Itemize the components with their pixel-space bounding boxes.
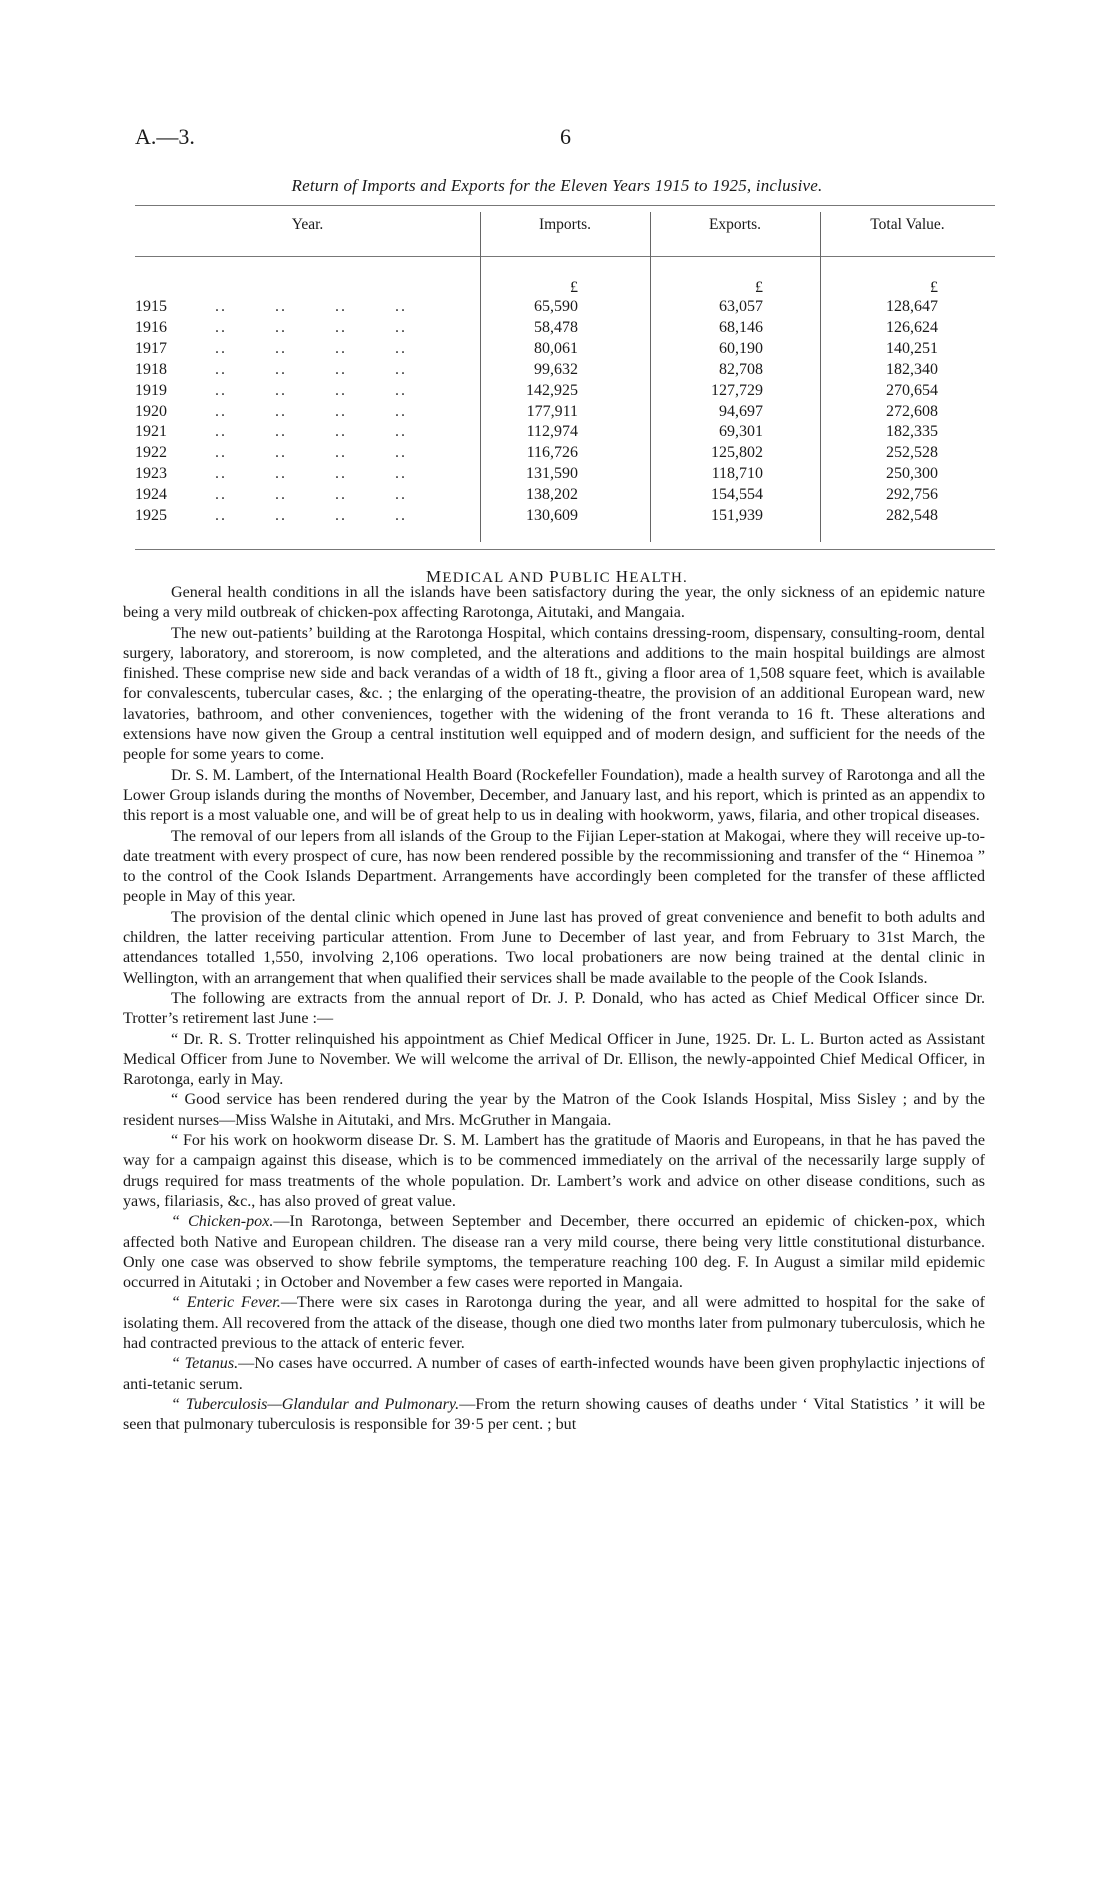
table-row	[0, 444, 1114, 465]
title-initial: H	[615, 567, 630, 586]
exports-cell: 60,190	[719, 339, 763, 357]
column-header-exports: Exports.	[708, 216, 762, 233]
column-header-total: Total Value.	[870, 216, 945, 233]
imports-cell: 58,478	[534, 318, 578, 336]
imports-cell: 142,925	[526, 381, 578, 399]
leader-dots: .. .. .. ..	[215, 465, 407, 483]
year-cell: 1917	[135, 339, 167, 357]
paragraph-lead: “ Chicken-pox.	[171, 1213, 274, 1231]
paragraph-text: —No cases have occurred. A number of cases of earth-infected wounds have been given prophylactic injections of anti-tetanic serum.	[123, 1355, 985, 1393]
total-value-cell: 250,300	[886, 465, 938, 483]
leader-dots: .. .. .. ..	[215, 318, 407, 336]
column-header-year: Year.	[291, 216, 324, 233]
exports-cell: 82,708	[719, 360, 763, 378]
leader-dots: .. .. .. ..	[215, 298, 407, 315]
year-cell: 1918	[135, 360, 167, 378]
table-row	[0, 403, 1114, 424]
imports-cell: 130,609	[526, 507, 578, 524]
paragraph: The new out-patients’ building at the Rarotonga Hospital, which contains dressing-room, dispensary, consulting-room, dental surgery, laboratory, and storeroom, is now completed, and the alterations and additions to the main hospital buildings are almost finished. These comprise new side and back verandas of a width of 18 ft., giving a floor area of 1,508 square feet, which is available for convalescents, tubercular cases, &c. ; the enlarging of the operating-theatre, the provision of an additional European ward, new lavatories, bathroom, and other conveniences, together with the widening of the front veranda to 16 ft. These alterations and extensions have now given the Group a central institution well equipped and of modern design, and sufficient for the needs of the people for some years to come.	[123, 624, 985, 764]
section-body	[123, 583, 985, 1435]
table-bottom-rule	[135, 549, 995, 550]
table-row	[0, 340, 1114, 361]
paragraph-lead: “ Enteric Fever.	[171, 1294, 281, 1312]
currency-row	[0, 279, 1114, 300]
total-value-cell: 126,624	[886, 318, 938, 336]
total-value-cell: 182,335	[886, 423, 938, 441]
paragraph: The removal of our lepers from all islands of the Group to the Fijian Leper-station at Makogai, where they will receive up-to-date treatment with every prospect of cure, has now been rendered possible by the recommissioning and transfer of the “ Hinemoa ” to the control of the Cook Islands Department. Arrangements have accordingly been completed for the transfer of these afflicted people in May of this year.	[123, 827, 985, 906]
imports-cell: 138,202	[526, 486, 578, 504]
leader-dots: .. .. .. ..	[215, 339, 407, 357]
paragraph: “ Dr. R. S. Trotter relinquished his appointment as Chief Medical Officer in June, 1925. Dr. L. L. Burton acted as Assistant Medical Officer from June to November. We will welcome the arrival of Dr. Ellison, the newly-appointed Chief Medical Officer, in Rarotonga, early in May.	[123, 1030, 985, 1089]
paragraph: The following are extracts from the annual report of Dr. J. P. Donald, who has acted as Chief Medical Officer since Dr. Trotter’s retirement last June :—	[123, 989, 985, 1028]
leader-dots: .. .. .. ..	[215, 486, 407, 504]
report-reference: A.—3.	[135, 124, 195, 149]
total-value-cell: 272,608	[886, 402, 938, 420]
table-header-rule	[135, 256, 995, 257]
imports-cell: 131,590	[526, 465, 578, 483]
table-row	[0, 423, 1114, 444]
title-text: EALTH.	[629, 570, 688, 586]
paragraph: The provision of the dental clinic which opened in June last has proved of great convenience and benefit to both adults and children, the latter receiving particular attention. From June to December of last year, and from February to 31st March, the attendances totalled 1,550, involving 2,106 operations. Two local probationers are now being trained at the dental clinic in Wellington, with an arrangement that when qualified their services shall be made available to the people of the Cook Islands.	[123, 908, 985, 987]
paragraph: Dr. S. M. Lambert, of the International Health Board (Rockefeller Foundation), made a health survey of Rarotonga and all the Lower Group islands during the months of November, December, and January last, and his report, which is printed as an appendix to this report is a most valuable one, and will be of great help to us in dealing with hookworm, yaws, filaria, and other tropical diseases.	[123, 766, 985, 825]
title-initial: M	[426, 567, 443, 586]
table-row	[0, 507, 1114, 528]
exports-cell: 68,146	[719, 318, 763, 336]
paragraph-enteric-fever	[123, 1293, 985, 1354]
year-cell: 1922	[135, 444, 167, 462]
imports-cell: 80,061	[534, 339, 578, 357]
paragraph-tuberculosis	[123, 1395, 985, 1436]
paragraph-chicken-pox	[123, 1212, 985, 1293]
exports-cell: 151,939	[711, 507, 763, 524]
imports-cell: 99,632	[534, 360, 578, 378]
exports-cell: 118,710	[711, 465, 763, 483]
paragraph: “ For his work on hookworm disease Dr. S. M. Lambert has the gratitude of Maoris and Europeans, in that he has paved the way for a campaign against this disease, which is to be commenced immediately on the arrival of the necessarily large supply of drugs required for mass treatments of the whole population. Dr. Lambert’s work and advice on other disease conditions, such as yaws, filariasis, &c., has also proved of great value.	[123, 1132, 985, 1210]
year-cell: 1919	[135, 381, 167, 399]
imports-cell: 177,911	[526, 402, 578, 420]
year-cell: 1925	[135, 507, 167, 524]
total-value-cell: 292,756	[886, 486, 938, 504]
column-header-imports: Imports.	[538, 216, 592, 233]
exports-cell: 69,301	[719, 423, 763, 441]
year-cell: 1923	[135, 465, 167, 483]
total-value-cell: 270,654	[886, 381, 938, 399]
table-row	[0, 361, 1114, 382]
paragraph-tetanus	[123, 1354, 985, 1395]
imports-cell: 116,726	[526, 444, 578, 462]
paragraph: “ Good service has been rendered during the year by the Matron of the Cook Islands Hospital, Miss Sisley ; and by the resident nurses—Miss Walshe in Aitutaki, and Mrs. McGruther in Mangaia.	[123, 1091, 985, 1129]
total-value-cell: 282,548	[886, 507, 938, 524]
exports-cell: 125,802	[711, 444, 763, 462]
page-number: 6	[560, 124, 571, 149]
table-row	[0, 298, 1114, 319]
year-cell: 1916	[135, 318, 167, 336]
leader-dots: .. .. .. ..	[215, 402, 407, 420]
paragraph-lead: “ Tuberculosis—Glandular and Pulmonary.	[171, 1395, 460, 1413]
leader-dots: .. .. .. ..	[215, 507, 407, 524]
leader-dots: .. .. .. ..	[215, 360, 407, 378]
imports-cell: 112,974	[526, 423, 578, 441]
table-row	[0, 486, 1114, 507]
paragraph: General health conditions in all the islands have been satisfactory during the year, the only sickness of an epidemic nature being a very mild outbreak of chicken-pox affecting Rarotonga, Aitutaki, and Mangaia.	[123, 584, 985, 622]
leader-dots: .. .. .. ..	[215, 381, 407, 399]
table-row	[0, 319, 1114, 340]
currency-symbol: £	[570, 279, 578, 296]
table-top-rule	[135, 205, 995, 206]
year-cell: 1915	[135, 298, 167, 315]
exports-cell: 154,554	[711, 486, 763, 504]
year-cell: 1924	[135, 486, 167, 504]
year-cell: 1921	[135, 423, 167, 441]
total-value-cell: 140,251	[886, 339, 938, 357]
exports-cell: 63,057	[719, 298, 763, 315]
title-text: UBLIC	[559, 570, 616, 586]
currency-symbol: £	[755, 279, 763, 296]
total-value-cell: 252,528	[886, 444, 938, 462]
exports-cell: 127,729	[711, 381, 763, 399]
table-caption: Return of Imports and Exports for the Eleven Years 1915 to 1925, inclusive.	[291, 176, 823, 195]
imports-cell: 65,590	[534, 298, 578, 315]
leader-dots: .. .. .. ..	[215, 423, 407, 441]
leader-dots: .. .. .. ..	[215, 444, 407, 462]
paragraph-text: —There were six cases in Rarotonga during the year, and all were admitted to hospital for the sake of isolating them. All recovered from the attack of the disease, though one died two months later from pulmonary tuberculosis, which he had contracted previous to the attack of enteric fever.	[123, 1294, 985, 1352]
paragraph-text: —From the return showing causes of deaths under ‘ Vital Statistics ’ it will be seen that pulmonary tuberculosis is responsible for 39·5 per cent. ; but	[123, 1395, 985, 1434]
paragraph-lead: “ Tetanus.	[171, 1355, 239, 1373]
total-value-cell: 182,340	[886, 360, 938, 378]
year-cell: 1920	[135, 402, 167, 420]
paragraph-text: —In Rarotonga, between September and December, there occurred an epidemic of chicken-pox, which affected both Native and European children. The disease ran a very mild course, there being very little constitutional disturbance. Only one case was observed to show febrile symptoms, the temperature reaching 100 deg. F. In August a similar mild epidemic occurred in Aitutaki ; in October and November a few cases were reported in Mangaia.	[123, 1213, 986, 1292]
title-initial: P	[549, 567, 560, 586]
table-row	[0, 382, 1114, 403]
total-value-cell: 128,647	[886, 298, 938, 315]
exports-cell: 94,697	[719, 402, 763, 420]
title-text: EDICAL AND	[442, 570, 550, 586]
table-row	[0, 465, 1114, 486]
currency-symbol: £	[930, 279, 938, 296]
